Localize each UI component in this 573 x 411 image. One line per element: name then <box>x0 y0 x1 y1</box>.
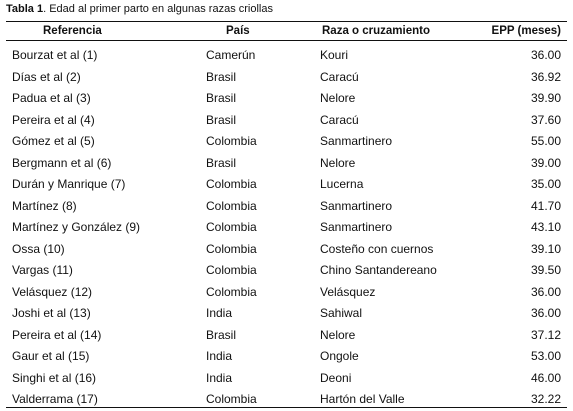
cell-epp: 43.10 <box>530 220 561 234</box>
cell-referencia: Durán y Manrique (7) <box>12 177 126 191</box>
cell-epp: 35.00 <box>530 177 561 191</box>
table-caption-label: Tabla 1 <box>6 3 44 15</box>
cell-epp: 37.60 <box>530 112 561 127</box>
cell-raza: Velásquez <box>320 284 376 299</box>
table-row <box>6 239 567 261</box>
cell-pais: Colombia <box>206 177 257 191</box>
table-row <box>6 368 567 390</box>
table-caption-text: . Edad al primer parto en algunas razas criollas <box>43 3 273 15</box>
table-row <box>6 217 567 239</box>
cell-pais: Colombia <box>206 392 257 406</box>
cell-pais: Colombia <box>206 284 257 299</box>
cell-referencia: Bergmann et al (6) <box>12 155 112 170</box>
cell-pais: Brasil <box>206 327 237 342</box>
cell-epp: 39.90 <box>530 91 561 105</box>
cell-referencia: Días et al (2) <box>12 69 81 84</box>
table-row <box>6 325 567 347</box>
cell-pais: Colombia <box>206 198 257 213</box>
table-row <box>6 88 567 110</box>
cell-epp: 36.00 <box>530 306 561 320</box>
cell-referencia: Vargas (11) <box>12 263 73 277</box>
cell-pais: India <box>206 306 233 320</box>
table-row <box>6 45 567 67</box>
header-pais: País <box>226 25 250 37</box>
table-bottom-rule <box>6 407 567 408</box>
cell-referencia: Pereira et al (14) <box>12 327 102 342</box>
table-header <box>6 23 567 39</box>
cell-pais: Brasil <box>206 112 237 127</box>
cell-epp: 53.00 <box>530 349 561 363</box>
cell-referencia: Velásquez (12) <box>12 284 93 299</box>
table-row <box>6 153 567 175</box>
cell-raza: Sanmartinero <box>320 198 393 213</box>
table-row <box>6 346 567 368</box>
cell-referencia: Martínez y González (9) <box>12 220 141 234</box>
cell-epp: 36.00 <box>530 48 561 62</box>
cell-raza: Lucerna <box>320 177 364 191</box>
cell-referencia: Gaur et al (15) <box>12 349 90 363</box>
table-row <box>6 110 567 132</box>
cell-referencia: Valderrama (17) <box>12 392 98 406</box>
cell-epp: 39.50 <box>530 263 561 277</box>
cell-raza: Sanmartinero <box>320 134 393 148</box>
table-row <box>6 174 567 196</box>
table-row <box>6 196 567 218</box>
cell-raza: Hartón del Valle <box>320 392 405 406</box>
cell-epp: 39.10 <box>530 241 561 256</box>
cell-epp: 41.70 <box>530 198 561 213</box>
cell-epp: 32.22 <box>530 392 561 406</box>
cell-pais: Colombia <box>206 134 257 148</box>
cell-referencia: Joshi et al (13) <box>12 306 91 320</box>
table-top-rule <box>6 21 567 22</box>
cell-referencia: Singhi et al (16) <box>12 370 97 385</box>
cell-pais: Brasil <box>206 155 237 170</box>
table-header-rule <box>6 40 567 41</box>
cell-raza: Caracú <box>320 112 359 127</box>
cell-referencia: Padua et al (3) <box>12 91 91 105</box>
cell-raza: Sahiwal <box>320 306 363 320</box>
cell-epp: 55.00 <box>530 134 561 148</box>
cell-pais: India <box>206 349 233 363</box>
cell-raza: Nelore <box>320 91 356 105</box>
cell-epp: 37.12 <box>530 327 561 342</box>
table-caption <box>6 3 273 15</box>
cell-pais: Brasil <box>206 91 237 105</box>
cell-pais: Colombia <box>206 241 257 256</box>
cell-pais: Camerún <box>206 48 256 62</box>
cell-referencia: Martínez (8) <box>12 198 77 213</box>
cell-referencia: Ossa (10) <box>12 241 65 256</box>
cell-referencia: Gómez et al (5) <box>12 134 95 148</box>
cell-raza: Ongole <box>320 349 359 363</box>
cell-raza: Costeño con cuernos <box>320 241 434 256</box>
table-row <box>6 131 567 153</box>
cell-referencia: Bourzat et al (1) <box>12 48 98 62</box>
table-row <box>6 282 567 304</box>
header-raza: Raza o cruzamiento <box>322 25 430 37</box>
cell-raza: Kouri <box>320 48 349 62</box>
table-row <box>6 260 567 282</box>
cell-raza: Nelore <box>320 327 356 342</box>
cell-raza: Deoni <box>320 370 352 385</box>
cell-raza: Caracú <box>320 69 359 84</box>
table-row <box>6 67 567 89</box>
cell-pais: Colombia <box>206 220 257 234</box>
header-epp: EPP (meses) <box>491 25 561 37</box>
cell-raza: Chino Santandereano <box>320 263 437 277</box>
cell-epp: 46.00 <box>530 370 561 385</box>
cell-epp: 39.00 <box>530 155 561 170</box>
cell-pais: Brasil <box>206 69 237 84</box>
table-body <box>6 45 567 411</box>
cell-raza: Sanmartinero <box>320 220 393 234</box>
header-referencia: Referencia <box>43 25 102 37</box>
cell-epp: 36.00 <box>530 284 561 299</box>
cell-pais: Colombia <box>206 263 257 277</box>
cell-pais: India <box>206 370 233 385</box>
cell-referencia: Pereira et al (4) <box>12 112 95 127</box>
table-row <box>6 303 567 325</box>
cell-epp: 36.92 <box>530 69 561 84</box>
cell-raza: Nelore <box>320 155 356 170</box>
